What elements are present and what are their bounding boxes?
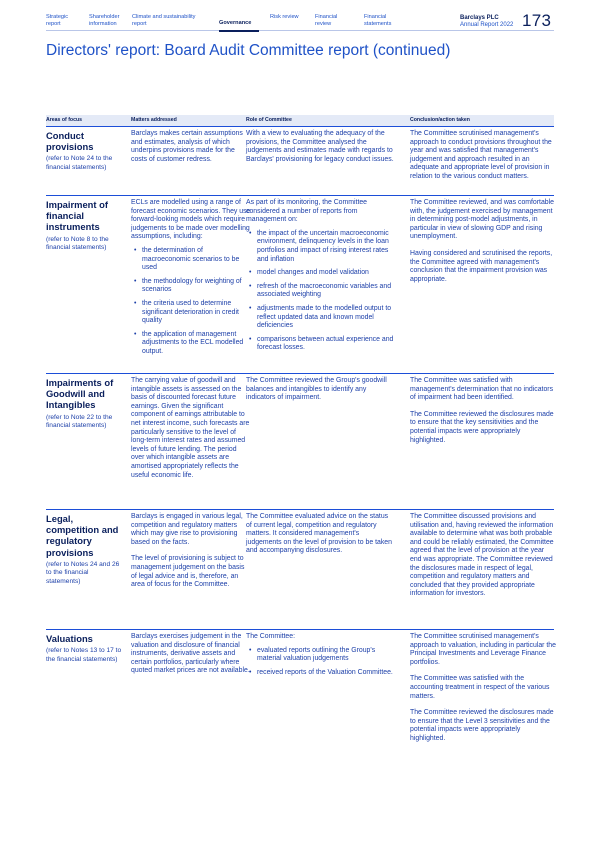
bullet-item: • the methodology for weighting of scenarios <box>131 278 251 295</box>
nav-financial-statements[interactable]: Financial statements <box>364 14 392 27</box>
nav-climate-sustainability-report[interactable]: Climate and sustainability report <box>132 14 196 27</box>
focus-title: Conduct provisions <box>46 130 94 153</box>
header-conclusion: Conclusion/action taken <box>410 117 470 123</box>
focus-note: (refer to Note 22 to the financial statements) <box>46 413 113 430</box>
matters-cell <box>131 377 251 480</box>
bullet-list <box>246 230 394 353</box>
nav-financial-review[interactable]: Financial review <box>315 14 338 27</box>
header-areas-of-focus: Areas of focus <box>46 117 83 123</box>
paragraph: The Committee reviewed the Group's goodwill balances and intangibles to identify any indicators of impairment. <box>246 377 387 402</box>
bullet-item: • the application of management adjustments to the ECL modelled output. <box>131 331 251 357</box>
committee-table <box>46 115 554 789</box>
paragraph: The Committee reviewed the disclosures made to ensure that the Level 3 sensitivities and the potential impacts were appropriately highlighted. <box>410 709 554 742</box>
nav-strategic-report[interactable]: Strategic report <box>46 14 69 27</box>
header-role-of-committee: Role of Committee <box>246 117 292 123</box>
page-title: Directors' report: Board Audit Committee report (continued) <box>46 42 451 59</box>
paragraph: The Committee scrutinised management's approach to valuation, including in particular the Principal Investments and Leverage Finance portfolios. <box>410 633 556 666</box>
paragraph: ECLs are modelled using a range of forecast economic scenarios. They use forward-looking models which require judgements to be made over modelling assumptions, including: <box>131 199 251 241</box>
role-cell <box>246 199 394 358</box>
table-row <box>46 126 554 195</box>
role-cell <box>246 377 394 403</box>
matters-cell <box>131 633 251 676</box>
bullet-item: • adjustments made to the modelled output to reflect updated data and known model deficiencies <box>246 305 394 331</box>
focus-cell <box>46 513 122 586</box>
table-row <box>46 509 554 629</box>
table-row <box>46 373 554 509</box>
focus-cell <box>46 377 122 430</box>
table-header <box>46 115 554 126</box>
brand-block <box>460 15 513 29</box>
focus-cell <box>46 633 122 664</box>
focus-note: (refer to Notes 24 and 26 to the financial statements) <box>46 560 120 585</box>
role-cell <box>246 513 394 556</box>
paragraph: The Committee scrutinised management's approach to conduct provisions throughout the year and was satisfied that management's judgement and approach resulted in an adequate and appropriate level of provision in relation to the various conduct matters. <box>410 130 552 180</box>
focus-cell <box>46 199 122 252</box>
bullet-item: • evaluated reports outlining the Group's material valuation judgements <box>246 647 394 664</box>
bullet-item: • the determination of macroeconomic scenarios to be used <box>131 247 251 273</box>
role-cell <box>246 130 394 164</box>
nav-shareholder-information[interactable]: Shareholder information <box>89 14 120 27</box>
paragraph: Having considered and scrutinised the reports, the Committee agreed with management's conclusion that the impairment provision was appropriate. <box>410 249 553 283</box>
table-row <box>46 629 554 789</box>
bullet-item: • received reports of the Valuation Committee. <box>246 669 394 678</box>
paragraph: The level of provisioning is subject to management judgement on the basis of legal advice and is, therefore, an area of focus for the Committee. <box>131 555 245 589</box>
page-number: 173 <box>522 11 552 30</box>
header-matters-addressed: Matters addressed <box>131 117 177 123</box>
bullet-list <box>131 247 251 357</box>
nav-governance[interactable]: Governance <box>219 20 252 26</box>
paragraph: The Committee reviewed, and was comfortable with, the judgement exercised by management in determining post-model adjustments, in particular in view of slowing GDP and rising unemployment. <box>410 199 555 241</box>
paragraph: Barclays exercises judgement in the valuation and disclosure of financial instruments, derivative assets and certain portfolios, particularly where quoted market prices are not available. <box>131 633 250 675</box>
conclusion-cell <box>410 199 556 284</box>
focus-title: Valuations <box>46 633 93 644</box>
paragraph: The Committee was satisfied with the accounting treatment in respect of the various matters. <box>410 675 550 700</box>
role-cell <box>246 633 394 682</box>
paragraph: The carrying value of goodwill and intangible assets is assessed on the basis of discounted forecast future earnings. Given the significant component of earnings attributable to net interest income, such forecasts are particularly sensitive to the level of long-term interest rates and assumed levels of future lending. The period over which intangible assets are amortised appropriately reflects the useful economic life. <box>131 377 250 479</box>
conclusion-cell <box>410 513 556 599</box>
focus-title: Impairments of Goodwill and Intangibles <box>46 377 114 411</box>
bullet-item: • refresh of the macroeconomic variables and associated weighting <box>246 283 394 300</box>
table-row <box>46 195 554 373</box>
bullet-item: • comparisons between actual experience and forecast losses. <box>246 336 394 353</box>
matters-cell <box>131 130 251 164</box>
active-section-indicator <box>219 30 259 32</box>
focus-title: Impairment of financial instruments <box>46 199 108 233</box>
paragraph: The Committee reviewed the disclosures made to ensure that the key sensitivities and the potential impacts were appropriately highlighted. <box>410 410 554 444</box>
focus-note: (refer to Note 8 to the financial statements) <box>46 235 109 252</box>
focus-title: Legal, competition and regulatory provisions <box>46 513 119 558</box>
bullet-item: • the criteria used to determine significant deterioration in credit quality <box>131 300 251 326</box>
bullet-list <box>246 647 394 678</box>
matters-cell <box>131 513 251 590</box>
conclusion-cell <box>410 633 556 744</box>
focus-cell <box>46 130 122 172</box>
conclusion-cell <box>410 377 556 445</box>
paragraph: Barclays is engaged in various legal, competition and regulatory matters which may give rise to provisioning based on the facts. <box>131 513 243 546</box>
paragraph: The Committee was satisfied with management's determination that no indicators of impairment had been identified. <box>410 377 554 402</box>
paragraph: The Committee discussed provisions and utilisation and, having reviewed the information available to determine what was both probable and could be reliably estimated, the Committee agreed that the level of provision at the year end was appropriate. The Committee reviewed the disclosures made in respect of legal, competition and regulatory matters and concluded that they provided appropriate information for investors. <box>410 513 554 598</box>
conclusion-cell <box>410 130 556 182</box>
bullet-item: • model changes and model validation <box>246 269 394 278</box>
brand-name: Barclays PLC <box>460 15 499 21</box>
paragraph: The Committee evaluated advice on the status of current legal, competition and regulatory matters. It considered management's judgements on the level of provision to be taken and accompanying disclosures. <box>246 513 392 555</box>
header-divider <box>46 30 554 31</box>
brand-subtitle: Annual Report 2022 <box>460 22 514 28</box>
bullet-item: • the impact of the uncertain macroeconomic environment, delinquency levels in the loan portfolios and impact of rising interest rates and inflation <box>246 230 394 264</box>
matters-cell <box>131 199 251 362</box>
paragraph: The Committee: <box>246 633 296 640</box>
paragraph: With a view to evaluating the adequacy of the provisions, the Committee analysed the judgements and estimates made with regards to Barclays' provisioning for legacy conduct issues. <box>246 130 394 163</box>
nav-risk-review[interactable]: Risk review <box>270 14 299 20</box>
focus-note: (refer to Notes 13 to 17 to the financial statements) <box>46 647 122 663</box>
paragraph: Barclays makes certain assumptions and estimates, analysis of which underpins provisions made for the costs of customer redress. <box>131 130 243 163</box>
paragraph: As part of its monitoring, the Committee considered a number of reports from management on: <box>246 199 368 224</box>
focus-note: (refer to Note 24 to the financial statements) <box>46 155 113 171</box>
